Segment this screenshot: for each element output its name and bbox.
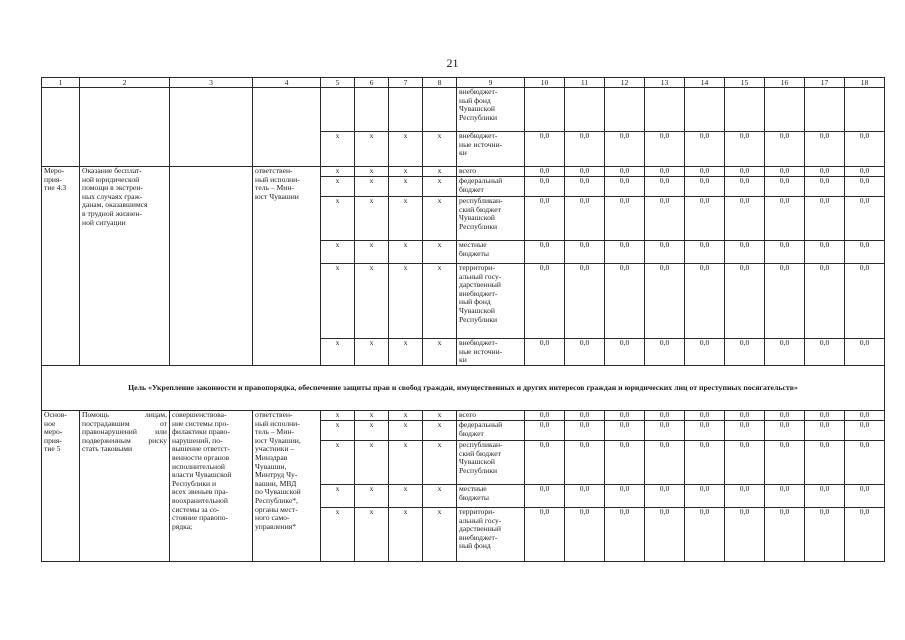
amount-cell: 0,0 — [765, 508, 805, 562]
blank-cell — [725, 88, 765, 132]
x-mark: x — [321, 421, 355, 441]
amount-cell: 0,0 — [845, 411, 885, 421]
page-number: 21 — [446, 56, 459, 70]
funding-source: федеральный бюджет — [457, 177, 525, 197]
x-mark: x — [355, 441, 389, 485]
x-mark: x — [423, 421, 457, 441]
amount-cell: 0,0 — [765, 167, 805, 177]
amount-cell: 0,0 — [765, 132, 805, 167]
amount-cell: 0,0 — [645, 421, 685, 441]
amount-cell: 0,0 — [805, 421, 845, 441]
amount-cell: 0,0 — [605, 167, 645, 177]
amount-cell: 0,0 — [685, 241, 725, 264]
measure-goal: совершенствова- ние системы про- филактики право- нарушений, по- вышение ответст- венности органов исполнительной власти Чувашской Республики и всех звеньев пра- воохранительной системы за со- стояние правопо- рядка; — [170, 411, 253, 562]
x-mark: x — [355, 339, 389, 366]
x-mark: x — [389, 339, 423, 366]
x-mark: x — [423, 264, 457, 339]
blank-cell — [605, 88, 645, 132]
header-cell: 17 — [805, 78, 845, 88]
amount-cell: 0,0 — [685, 508, 725, 562]
blank-cell — [645, 88, 685, 132]
x-mark: x — [423, 441, 457, 485]
amount-cell: 0,0 — [845, 485, 885, 508]
amount-cell: 0,0 — [765, 264, 805, 339]
amount-cell: 0,0 — [725, 197, 765, 241]
amount-cell: 0,0 — [525, 177, 565, 197]
goal-title: Цель «Укрепление законности и правопорядка, обеспечение защиты прав и свобод граждан, имущественных и других интересов граждан и юридических лиц от преступных посягательств» — [42, 366, 885, 411]
amount-cell: 0,0 — [525, 508, 565, 562]
amount-cell: 0,0 — [685, 441, 725, 485]
blank-cell — [170, 88, 253, 167]
measure-goal — [170, 167, 253, 366]
amount-cell: 0,0 — [845, 441, 885, 485]
header-cell: 6 — [355, 78, 389, 88]
x-mark: x — [321, 197, 355, 241]
blank-cell — [321, 88, 355, 132]
x-mark: x — [389, 264, 423, 339]
header-cell: 15 — [725, 78, 765, 88]
amount-cell: 0,0 — [805, 508, 845, 562]
funding-source: внебюджет- ные источни- ки — [457, 339, 525, 366]
funding-source: территори- альный госу- дарственный внебюджет- ный фонд Чувашской Республики — [457, 264, 525, 339]
amount-cell: 0,0 — [525, 132, 565, 167]
amount-cell: 0,0 — [645, 508, 685, 562]
x-mark: x — [389, 441, 423, 485]
x-mark: x — [321, 508, 355, 562]
funding-source: внебюджет- ные источни- ки — [457, 132, 525, 167]
measure-responsible: ответствен- ный исполни- тель – Мин- юст Чувашии, участники – Минздрав Чувашии, Минтруд Чу- вашии, МВД по Чувашской Республике*, органы мест- ного само- управления* — [253, 411, 321, 562]
funding-source: республикан- ский бюджет Чувашской Республики — [457, 197, 525, 241]
amount-cell: 0,0 — [525, 421, 565, 441]
amount-cell: 0,0 — [605, 411, 645, 421]
amount-cell: 0,0 — [565, 441, 605, 485]
x-mark: x — [389, 132, 423, 167]
amount-cell: 0,0 — [845, 241, 885, 264]
funding-source: местные бюджеты — [457, 485, 525, 508]
x-mark: x — [423, 485, 457, 508]
header-cell: 4 — [253, 78, 321, 88]
amount-cell: 0,0 — [645, 177, 685, 197]
x-mark: x — [321, 177, 355, 197]
x-mark: x — [389, 197, 423, 241]
amount-cell: 0,0 — [645, 132, 685, 167]
measure-id: Меро- прия- тие 4.3 — [42, 167, 80, 366]
funding-source: местные бюджеты — [457, 241, 525, 264]
amount-cell: 0,0 — [645, 197, 685, 241]
amount-cell: 0,0 — [565, 411, 605, 421]
x-mark: x — [321, 167, 355, 177]
amount-cell: 0,0 — [645, 264, 685, 339]
amount-cell: 0,0 — [605, 508, 645, 562]
amount-cell: 0,0 — [725, 339, 765, 366]
blank-cell — [389, 88, 423, 132]
amount-cell: 0,0 — [765, 441, 805, 485]
amount-cell: 0,0 — [845, 132, 885, 167]
x-mark: x — [321, 411, 355, 421]
x-mark: x — [321, 339, 355, 366]
amount-cell: 0,0 — [845, 421, 885, 441]
goal-row — [42, 366, 885, 411]
amount-cell: 0,0 — [685, 197, 725, 241]
funding-source: республикан- ский бюджет Чувашской Республики — [457, 441, 525, 485]
x-mark: x — [423, 241, 457, 264]
x-mark: x — [321, 441, 355, 485]
x-mark: x — [355, 485, 389, 508]
x-mark: x — [355, 421, 389, 441]
amount-cell: 0,0 — [645, 339, 685, 366]
amount-cell: 0,0 — [525, 264, 565, 339]
amount-cell: 0,0 — [525, 411, 565, 421]
header-cell: 14 — [685, 78, 725, 88]
funding-source: всего — [457, 411, 525, 421]
amount-cell: 0,0 — [805, 339, 845, 366]
amount-cell: 0,0 — [565, 177, 605, 197]
amount-cell: 0,0 — [725, 132, 765, 167]
amount-cell: 0,0 — [805, 241, 845, 264]
x-mark: x — [355, 167, 389, 177]
funding-source: внебюджет- ный фонд Чувашской Республики — [457, 88, 525, 132]
amount-cell: 0,0 — [685, 264, 725, 339]
funding-source: федеральный бюджет — [457, 421, 525, 441]
amount-cell: 0,0 — [765, 241, 805, 264]
amount-cell: 0,0 — [805, 177, 845, 197]
amount-cell: 0,0 — [605, 132, 645, 167]
x-mark: x — [423, 339, 457, 366]
x-mark: x — [423, 411, 457, 421]
amount-cell: 0,0 — [685, 411, 725, 421]
amount-cell: 0,0 — [805, 197, 845, 241]
x-mark: x — [355, 132, 389, 167]
x-mark: x — [321, 241, 355, 264]
x-mark: x — [389, 485, 423, 508]
amount-cell: 0,0 — [845, 167, 885, 177]
amount-cell: 0,0 — [645, 411, 685, 421]
x-mark: x — [423, 508, 457, 562]
blank-cell — [765, 88, 805, 132]
x-mark: x — [321, 264, 355, 339]
x-mark: x — [321, 485, 355, 508]
amount-cell: 0,0 — [525, 167, 565, 177]
amount-cell: 0,0 — [525, 485, 565, 508]
x-mark: x — [423, 132, 457, 167]
amount-cell: 0,0 — [685, 167, 725, 177]
measure-responsible: ответствен- ный исполни- тель – Мин- юст Чувашии — [253, 167, 321, 366]
amount-cell: 0,0 — [565, 339, 605, 366]
amount-cell: 0,0 — [805, 485, 845, 508]
x-mark: x — [389, 411, 423, 421]
header-cell: 11 — [565, 78, 605, 88]
blank-cell — [253, 88, 321, 167]
amount-cell: 0,0 — [525, 441, 565, 485]
funding-source: территори- альный госу- дарственный внебюджет- ный фонд — [457, 508, 525, 562]
amount-cell: 0,0 — [685, 421, 725, 441]
blank-cell — [845, 88, 885, 132]
amount-cell: 0,0 — [805, 441, 845, 485]
amount-cell: 0,0 — [725, 167, 765, 177]
amount-cell: 0,0 — [565, 132, 605, 167]
header-cell: 5 — [321, 78, 355, 88]
x-mark: x — [389, 241, 423, 264]
blank-cell — [685, 88, 725, 132]
amount-cell: 0,0 — [725, 441, 765, 485]
amount-cell: 0,0 — [525, 241, 565, 264]
amount-cell: 0,0 — [765, 411, 805, 421]
amount-cell: 0,0 — [605, 441, 645, 485]
amount-cell: 0,0 — [725, 411, 765, 421]
blank-cell — [355, 88, 389, 132]
amount-cell: 0,0 — [645, 167, 685, 177]
amount-cell: 0,0 — [845, 264, 885, 339]
amount-cell: 0,0 — [805, 132, 845, 167]
amount-cell: 0,0 — [525, 339, 565, 366]
amount-cell: 0,0 — [525, 197, 565, 241]
header-cell: 13 — [645, 78, 685, 88]
amount-cell: 0,0 — [565, 197, 605, 241]
amount-cell: 0,0 — [725, 485, 765, 508]
amount-cell: 0,0 — [845, 508, 885, 562]
amount-cell: 0,0 — [565, 485, 605, 508]
blank-cell — [423, 88, 457, 132]
amount-cell: 0,0 — [765, 339, 805, 366]
amount-cell: 0,0 — [605, 485, 645, 508]
amount-cell: 0,0 — [725, 508, 765, 562]
amount-cell: 0,0 — [725, 241, 765, 264]
amount-cell: 0,0 — [565, 508, 605, 562]
amount-cell: 0,0 — [685, 132, 725, 167]
amount-cell: 0,0 — [605, 197, 645, 241]
blank-cell — [525, 88, 565, 132]
amount-cell: 0,0 — [685, 177, 725, 197]
x-mark: x — [389, 421, 423, 441]
amount-cell: 0,0 — [765, 421, 805, 441]
header-cell: 12 — [605, 78, 645, 88]
x-mark: x — [423, 197, 457, 241]
amount-cell: 0,0 — [565, 241, 605, 264]
amount-cell: 0,0 — [565, 264, 605, 339]
header-cell: 18 — [845, 78, 885, 88]
amount-cell: 0,0 — [765, 485, 805, 508]
table-row — [42, 167, 885, 177]
amount-cell: 0,0 — [845, 177, 885, 197]
x-mark: x — [355, 264, 389, 339]
amount-cell: 0,0 — [605, 264, 645, 339]
amount-cell: 0,0 — [765, 197, 805, 241]
amount-cell: 0,0 — [645, 441, 685, 485]
amount-cell: 0,0 — [565, 167, 605, 177]
x-mark: x — [321, 132, 355, 167]
header-row — [42, 78, 885, 88]
amount-cell: 0,0 — [685, 339, 725, 366]
amount-cell: 0,0 — [605, 177, 645, 197]
x-mark: x — [423, 167, 457, 177]
amount-cell: 0,0 — [805, 411, 845, 421]
table-row — [42, 88, 885, 132]
header-cell: 3 — [170, 78, 253, 88]
header-cell: 8 — [423, 78, 457, 88]
x-mark: x — [355, 411, 389, 421]
amount-cell: 0,0 — [845, 197, 885, 241]
amount-cell: 0,0 — [605, 339, 645, 366]
blank-cell — [42, 88, 80, 167]
x-mark: x — [355, 241, 389, 264]
amount-cell: 0,0 — [685, 485, 725, 508]
amount-cell: 0,0 — [805, 167, 845, 177]
amount-cell: 0,0 — [725, 264, 765, 339]
measure-id: Основ- ное меро- прия- тие 5 — [42, 411, 80, 562]
x-mark: x — [355, 197, 389, 241]
amount-cell: 0,0 — [565, 421, 605, 441]
measure-name: Помощь лицам, пострадавшим от правонарушений или подверженным риску стать таковыми — [80, 411, 170, 562]
header-cell: 1 — [42, 78, 80, 88]
x-mark: x — [423, 177, 457, 197]
measure-name: Оказание бесплат- ной юридической помощи в экстрен- ных случаях граж- данам, оказавшимся в трудной жизнен- ной ситуации — [80, 167, 170, 366]
header-cell: 10 — [525, 78, 565, 88]
amount-cell: 0,0 — [645, 241, 685, 264]
blank-cell — [805, 88, 845, 132]
blank-cell — [565, 88, 605, 132]
x-mark: x — [389, 167, 423, 177]
amount-cell: 0,0 — [765, 177, 805, 197]
table-row — [42, 411, 885, 421]
amount-cell: 0,0 — [805, 264, 845, 339]
amount-cell: 0,0 — [725, 421, 765, 441]
amount-cell: 0,0 — [645, 485, 685, 508]
header-cell: 16 — [765, 78, 805, 88]
amount-cell: 0,0 — [845, 339, 885, 366]
header-cell: 9 — [457, 78, 525, 88]
header-cell: 7 — [389, 78, 423, 88]
budget-table — [41, 77, 885, 562]
header-cell: 2 — [80, 78, 170, 88]
amount-cell: 0,0 — [725, 177, 765, 197]
amount-cell: 0,0 — [605, 421, 645, 441]
x-mark: x — [355, 177, 389, 197]
x-mark: x — [355, 508, 389, 562]
x-mark: x — [389, 177, 423, 197]
blank-cell — [80, 88, 170, 167]
funding-source: всего — [457, 167, 525, 177]
amount-cell: 0,0 — [605, 241, 645, 264]
x-mark: x — [389, 508, 423, 562]
